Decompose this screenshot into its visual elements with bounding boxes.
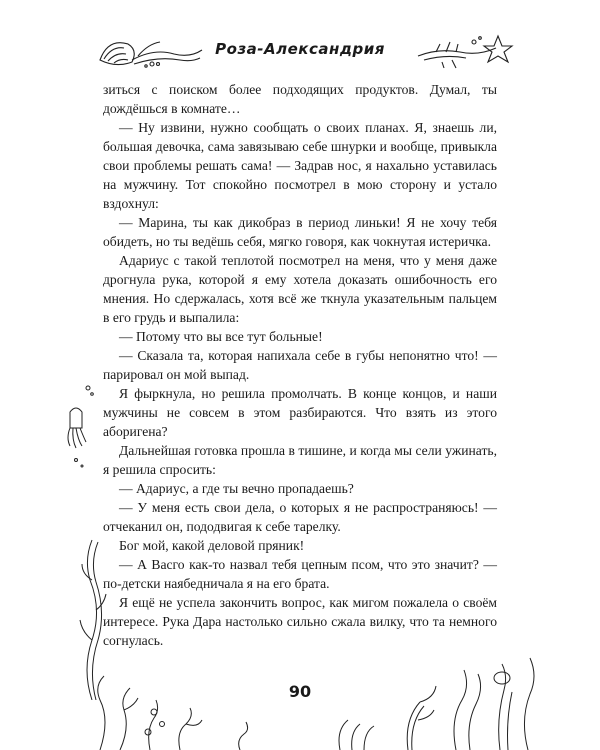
page-body xyxy=(103,80,497,650)
paragraph: — У меня есть свои дела, о которых я не распространяюсь! — отчеканил он, пододвигая к себе тарелку. xyxy=(103,500,497,534)
paragraph: — Сказала та, которая напихала себе в губы непонятно что! — парировал он мой выпад. xyxy=(103,348,497,382)
starfish-seaweed-icon xyxy=(416,30,520,72)
paragraph: Я ещё не успела закончить вопрос, как мигом пожалела о своём интересе. Рука Дара настолько сильно сжала вилку, что та немного согнулась. xyxy=(103,595,497,648)
paragraph: — Марина, ты как дикобраз в период линьки! Я не хочу тебя обидеть, но ты ведёшь себя, мягко говоря, как чокнутая истеричка. xyxy=(103,215,497,249)
paragraph: Адариус с такой теплотой посмотрел на меня, что у меня даже дрогнула рука, которой я ему хотела доказать ошибочность его мнения. Но сдержалась, хотя всё же ткнула указательным пальцем в его грудь и выпалила: xyxy=(103,253,497,325)
paragraph: Дальнейшая готовка прошла в тишине, и когда мы сели ужинать, я решила спросить: xyxy=(103,443,497,477)
paragraph: — Ну извини, нужно сообщать о своих планах. Я, знаешь ли, большая девочка, сама завязываю себе шнурки и вообще, привыкла свои проблемы решать сама! — Задрав нос, я нахально уставилась на мужчину. Тот спокойно посмотрел в мою сторону и устало вздохнул: xyxy=(103,120,497,211)
page-number: 90 xyxy=(288,682,312,701)
paragraph: зиться с поиском более подходящих продуктов. Думал, ты дождёшься в комнате… xyxy=(103,82,497,116)
running-header xyxy=(80,30,520,80)
paragraph: — Потому что вы все тут больные! xyxy=(119,329,323,344)
paragraph: Я фыркнула, но решила промолчать. В конце концов, и наши мужчины не совсем в этом разбираются. Что взять из этого аборигена? xyxy=(103,386,497,439)
paragraph: Бог мой, какой деловой пряник! xyxy=(119,538,305,553)
author-name: Роза-Александрия xyxy=(215,40,385,58)
squid-icon xyxy=(62,382,102,472)
paragraph: — Адариус, а где ты вечно пропадаешь? xyxy=(119,481,354,496)
paragraph: — А Васго как-то назвал тебя цепным псом, что это значит? — по-детски наябедничала я на его брата. xyxy=(103,557,497,591)
